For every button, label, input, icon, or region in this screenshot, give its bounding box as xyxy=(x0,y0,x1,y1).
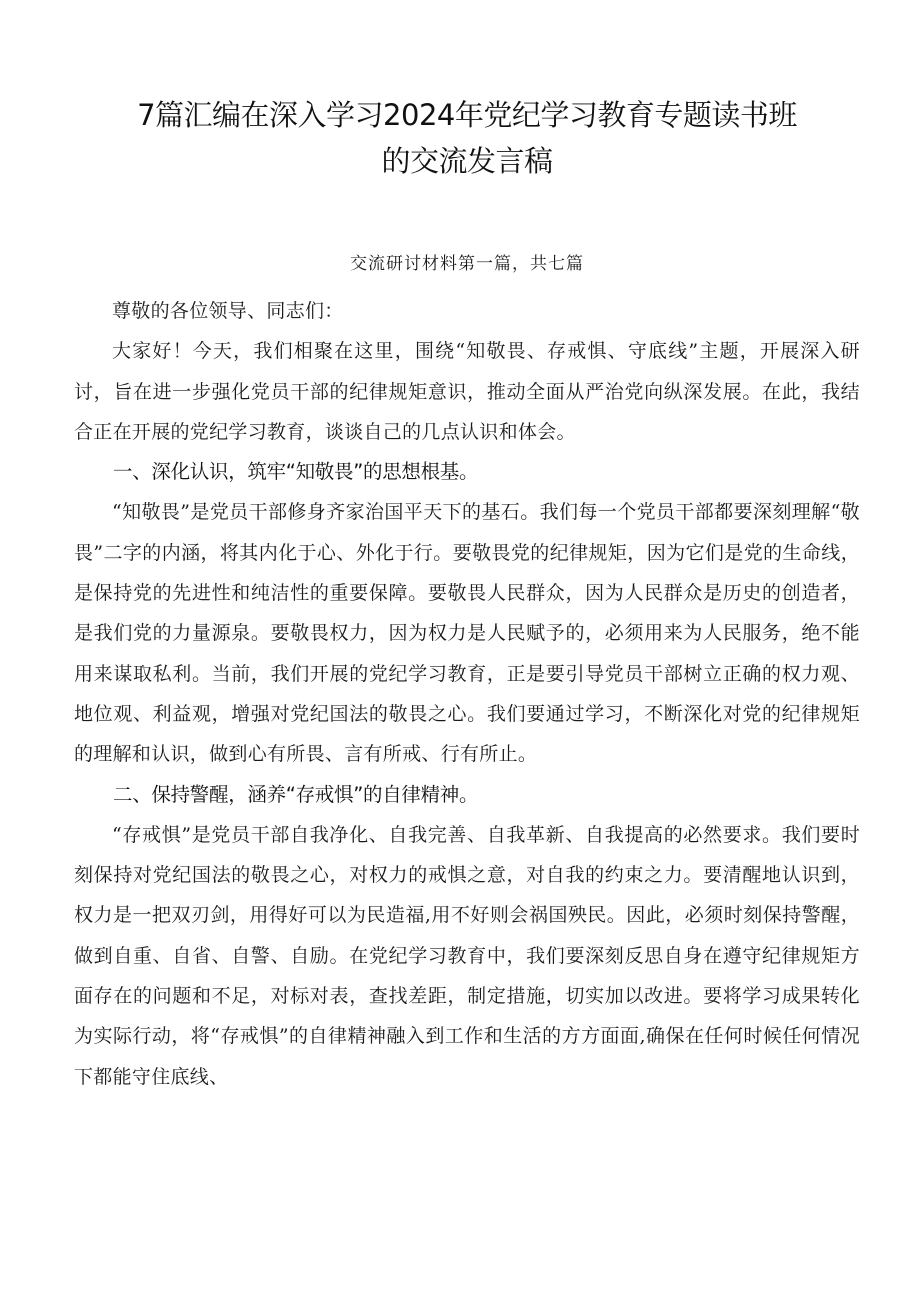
document-title xyxy=(74,92,860,184)
document-subtitle: 交流研讨材料第一篇，共七篇 xyxy=(350,254,584,274)
section-paragraph-1: “知敬畏”是党员干部修身齐家治国平天下的基石。我们每一个党员干部都要深刻理解“敬畏”二字的内涵，将其内化于心、外化于行。要敬畏党的纪律规矩，因为它们是党的生命线，是保持党的先进性和纯洁性的重要保障。要敬畏人民群众，因为人民群众是历史的创造者，是我们党的力量源泉。要敬畏权力，因为权力是人民赋予的，必须用来为人民服务，绝不能用来谋取私利。当前，我们开展的党纪学习教育，正是要引导党员干部树立正确的权力观、地位观、利益观，增强对党纪国法的敬畏之心。我们要通过学习，不断深化对党的纪律规矩的理解和认识，做到心有所畏、言有所戒、行有所止。 xyxy=(74,501,860,766)
title-line-1: 7篇汇编在深入学习2024年党纪学习教育专题读书班 xyxy=(137,98,797,132)
intro-paragraph: 大家好！今天，我们相聚在这里，围绕“知敬畏、存戒惧、守底线”主题，开展深入研讨，旨在进一步强化党员干部的纪律规矩意识，推动全面从严治党向纵深发展。在此，我结合正在开展的党纪学习教育，谈谈自己的几点认识和体会。 xyxy=(74,340,860,443)
title-line-2: 的交流发言稿 xyxy=(381,144,553,178)
section-heading-1: 一、深化认识，筑牢“知敬畏”的思想根基。 xyxy=(113,460,479,484)
section-heading-2: 二、保持警醒，涵养“存戒惧”的自律精神。 xyxy=(113,782,479,806)
section-paragraph-2: “存戒惧”是党员干部自我净化、自我完善、自我革新、自我提高的必然要求。我们要时刻保持对党纪国法的敬畏之心，对权力的戒惧之意，对自我的约束之力。要清醒地认识到，权力是一把双刃剑，用得好可以为民造福,用不好则会祸国殃民。因此，必须时刻保持警醒，做到自重、自省、自警、自励。在党纪学习教育中，我们要深刻反思自身在遵守纪律规矩方面存在的问题和不足，对标对表，查找差距，制定措施，切实加以改进。要将学习成果转化为实际行动，将“存戒惧”的自律精神融入到工作和生活的方方面面,确保在任何时候任何情况下都能守住底线、 xyxy=(74,823,860,1088)
salutation: 尊敬的各位领导、同志们： xyxy=(112,300,344,322)
